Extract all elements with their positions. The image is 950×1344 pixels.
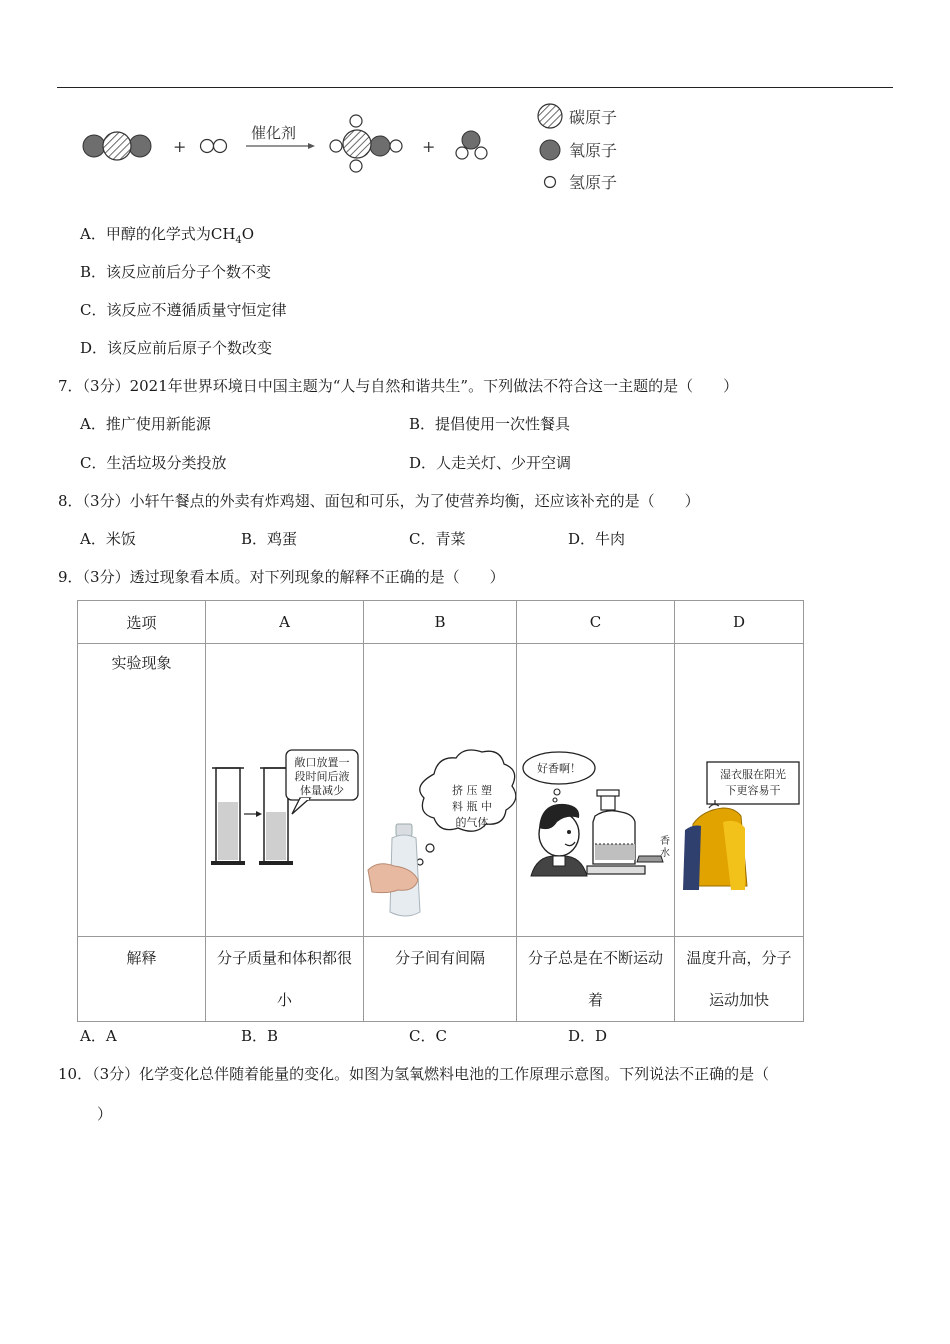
phenomenon-d (675, 644, 804, 937)
svg-text:料 瓶 中: 料 瓶 中 (452, 800, 492, 813)
h2-molecule (201, 140, 227, 153)
q7-option-b[interactable]: B．提倡使用一次性餐具 (409, 415, 571, 433)
plus-2: + (422, 137, 436, 156)
table-header-d: D (675, 601, 804, 644)
q8-option-d[interactable]: D．牛肉 (568, 530, 626, 548)
thought-cloud-b (417, 750, 516, 865)
q8-option-a[interactable]: A．米饭 (80, 530, 136, 548)
thought-bubble-c (523, 752, 595, 802)
phenomenon-a (206, 644, 364, 937)
bottle-hand-icon (368, 824, 420, 916)
clothes-icon (683, 800, 747, 890)
q6-option-a[interactable]: A．甲醇的化学式为$CH_4O$ (80, 225, 255, 246)
q8-option-b[interactable]: B．鸡蛋 (241, 530, 298, 548)
q8-option-c[interactable]: C．青菜 (409, 530, 466, 548)
q10-stem: 10．（3分）化学变化总伴随着能量的变化。如图为氢氧燃料电池的工作原理示意图。下列说法不正确的是（ (58, 1065, 770, 1083)
svg-text:水: 水 (660, 848, 670, 859)
q7-option-d[interactable]: D．人走关灯、少开空调 (409, 454, 572, 472)
row-label-phenomenon: 实验现象 (78, 644, 206, 937)
q7-option-a[interactable]: A．推广使用新能源 (80, 415, 211, 433)
reaction-diagram (80, 100, 640, 200)
table-header-a: A (206, 601, 364, 644)
svg-text:好香啊！: 好香啊！ (537, 762, 581, 775)
legend-oxygen: 氧原子 (569, 141, 618, 160)
svg-text:下更容易干: 下更容易干 (725, 784, 781, 797)
catalyst-label: 催化剂 (251, 124, 297, 142)
table-header-option: 选项 (78, 601, 206, 644)
svg-text:体量减少: 体量减少 (300, 784, 344, 797)
svg-text:的气体: 的气体 (455, 816, 489, 829)
svg-text:香: 香 (660, 836, 670, 847)
q9-option-a[interactable]: A．A (80, 1027, 117, 1045)
cylinder-left-icon (211, 768, 245, 865)
q8-stem: 8．（3分）小轩午餐点的外卖有炸鸡翅、面包和可乐，为了使营养均衡，还应该补充的是（ ） (58, 492, 700, 510)
header-rule (57, 87, 893, 88)
explanation-b: 分子间有间隔 (364, 937, 517, 1022)
legend (538, 104, 617, 192)
q9-option-b[interactable]: B．B (241, 1027, 279, 1045)
caption-box-d (707, 762, 799, 804)
explanation-c: 分子总是在不断运动 着 (517, 937, 675, 1022)
row-label-explanation: 解释 (78, 937, 206, 1022)
explanation-a: 分子质量和体积都很 小 (206, 937, 364, 1022)
table-header-c: C (517, 601, 675, 644)
q6-option-b[interactable]: B．该反应前后分子个数不变 (80, 263, 272, 281)
q6-option-d[interactable]: D．该反应前后原子个数改变 (80, 339, 273, 357)
speech-bubble-a (286, 750, 358, 814)
q7-option-c[interactable]: C．生活垃圾分类投放 (80, 454, 227, 472)
q9-option-d[interactable]: D．D (568, 1027, 608, 1045)
phenomenon-c (517, 644, 675, 937)
perfume-bottle-icon (587, 790, 670, 874)
q9-option-c[interactable]: C．C (409, 1027, 447, 1045)
q9-stem: 9．（3分）透过现象看本质。对下列现象的解释不正确的是（ ） (58, 568, 505, 586)
methanol-molecule (330, 115, 402, 172)
svg-text:湿衣服在阳光: 湿衣服在阳光 (720, 768, 786, 781)
q6-option-c[interactable]: C．该反应不遵循质量守恒定律 (80, 301, 287, 319)
explanation-d: 温度升高，分子 运动加快 (675, 937, 804, 1022)
legend-carbon: 碳原子 (569, 108, 618, 127)
legend-hydrogen: 氢原子 (569, 173, 618, 192)
person-icon (531, 804, 587, 876)
plus-1: + (173, 137, 187, 156)
q7-stem: 7．（3分）2021年世界环境日中国主题为“人与自然和谐共生”。下列做法不符合这一主题的是（ ） (58, 377, 739, 395)
table-header-b: B (364, 601, 517, 644)
svg-text:段时间后液: 段时间后液 (294, 770, 350, 783)
svg-text:挤 压 塑: 挤 压 塑 (452, 784, 492, 797)
phenomenon-b (364, 644, 517, 937)
svg-text:敞口放置一: 敞口放置一 (294, 756, 350, 769)
water-molecule (456, 131, 487, 159)
q9-table (77, 600, 804, 1022)
co2-molecule (83, 132, 151, 160)
q10-stem-cont: ） (97, 1105, 113, 1123)
